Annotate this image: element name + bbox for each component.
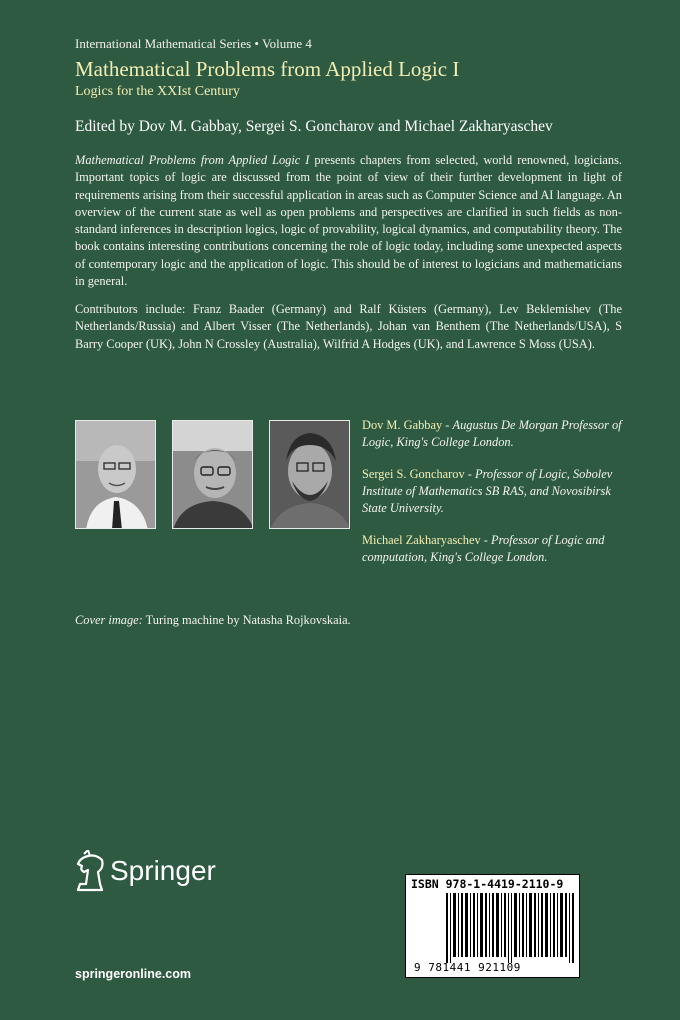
isbn-barcode bbox=[405, 874, 580, 978]
barcode-digits: 9 781441 921109 bbox=[414, 961, 521, 974]
bio-role: Professor of Logic, Sobolev Institute of Mathematics SB RAS, and Novosibirsk State University. bbox=[362, 467, 613, 515]
bio-zakharyaschev: Michael Zakharyaschev - Professor of Logic and computation, King's College London. bbox=[362, 533, 605, 564]
bio-name: Sergei S. Goncharov bbox=[362, 467, 465, 481]
editors-line: Edited by Dov M. Gabbay, Sergei S. Goncharov and Michael Zakharyaschev bbox=[75, 118, 553, 135]
cover-image-text: Turing machine by Natasha Rojkovskaia. bbox=[142, 613, 351, 627]
bio-role: Professor of Logic and computation, King's College London. bbox=[362, 533, 605, 564]
bio-goncharov: Sergei S. Goncharov - Professor of Logic, Sobolev Institute of Mathematics SB RAS, and Novosibirsk State University. bbox=[362, 467, 613, 515]
cover-image-credit bbox=[75, 613, 351, 628]
editor-photo-goncharov bbox=[172, 420, 253, 529]
description-paragraph bbox=[75, 152, 622, 290]
bio-gabbay: Dov M. Gabbay - Augustus De Morgan Professor of Logic, King's College London. bbox=[362, 418, 622, 449]
barcode-bars bbox=[446, 893, 576, 963]
contributors-paragraph: Contributors include: Franz Baader (Germany) and Ralf Küsters (Germany), Lev Beklemishev (The Netherlands/Russia) and Albert Visser (The Netherlands), Johan van Benthem (The Netherlands/USA), S Barry Cooper (UK), John N Crossley (Australia), Wilfrid A Hodges (UK), and Lawrence S Moss (USA). bbox=[75, 302, 622, 351]
description-text: presents chapters from selected, world renowned, logicians. Important topics of logic are discussed from the point of view of their further development in light of requirements arising from their successful application in areas such as Computer Science and AI language. An overview of the current state as well as open problems and perspectives are clarified in such fields as non-standard inferences in description logics, logic of provability, logical dynamics, and computability theory. The book contains interesting contributions concerning the role of logic today, including some unexpected aspects of contemporary logic and the application of logic. This should be of interest to logicians and mathematicians in general. bbox=[75, 153, 622, 289]
book-title: Mathematical Problems from Applied Logic I bbox=[75, 57, 460, 81]
publisher-url[interactable]: springeronline.com bbox=[75, 967, 191, 981]
book-subtitle: Logics for the XXIst Century bbox=[75, 84, 240, 99]
series-line: International Mathematical Series • Volume 4 bbox=[75, 36, 312, 51]
cover-image-label: Cover image: bbox=[75, 613, 143, 627]
bio-name: Michael Zakharyaschev bbox=[362, 533, 481, 547]
editor-photo-zakharyaschev bbox=[269, 420, 350, 529]
bio-name: Dov M. Gabbay bbox=[362, 418, 443, 432]
springer-horse-icon bbox=[70, 850, 110, 894]
description-book-title: Mathematical Problems from Applied Logic I bbox=[75, 153, 310, 167]
springer-logo-text: Springer bbox=[110, 855, 216, 886]
bio-role: Augustus De Morgan Professor of Logic, King's College London. bbox=[362, 418, 622, 449]
isbn-text: ISBN 978-1-4419-2110-9 bbox=[411, 877, 564, 891]
editor-photo-gabbay bbox=[75, 420, 156, 529]
